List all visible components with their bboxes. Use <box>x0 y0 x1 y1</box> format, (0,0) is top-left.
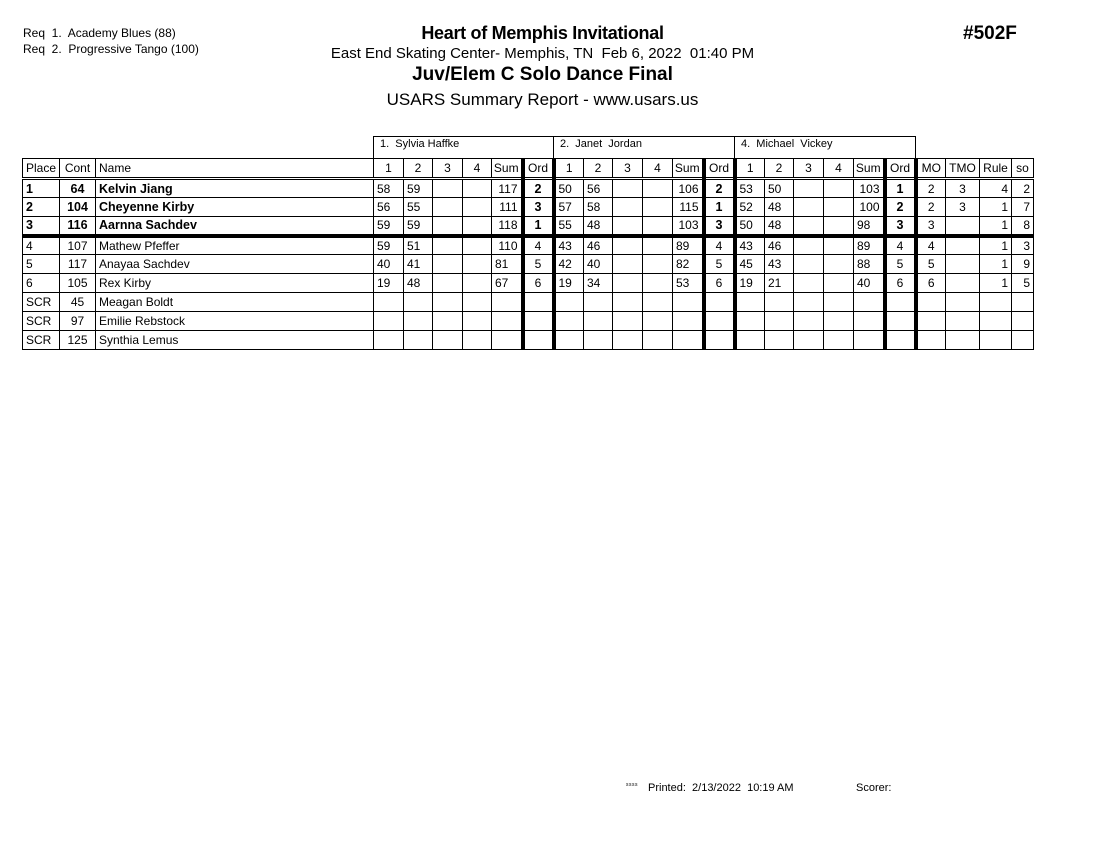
col-place: Place <box>23 159 60 179</box>
judge-1-ord <box>523 293 554 312</box>
requirement-1: Req 1. Academy Blues (88) <box>23 26 176 40</box>
judge-1-score-3 <box>433 274 463 293</box>
judge-1-score-3 <box>433 293 463 312</box>
rule-cell: 4 <box>980 179 1012 198</box>
tmo-cell <box>946 274 980 293</box>
judge-2-ord: 1 <box>704 198 735 217</box>
judge-2-score-2 <box>584 312 613 331</box>
col-j1-sum: Sum <box>492 159 523 179</box>
judge-1-score-2: 51 <box>404 236 433 255</box>
judge-2-sum: 103 <box>673 217 704 236</box>
judge-2-score-1: 19 <box>554 274 584 293</box>
scorer-label: Scorer: <box>856 782 892 794</box>
judge-1-score-2: 41 <box>404 255 433 274</box>
col-name: Name <box>96 159 374 179</box>
col-j3-1: 1 <box>735 159 765 179</box>
judge-2-sum <box>673 293 704 312</box>
print-mark: ssss <box>626 782 638 788</box>
judge-3-score-3 <box>794 236 824 255</box>
judge-1-sum: 111 <box>492 198 523 217</box>
judge-1-ord <box>523 331 554 350</box>
judge-2-score-3 <box>613 236 643 255</box>
col-j1-4: 4 <box>463 159 492 179</box>
judge-1-sum: 118 <box>492 217 523 236</box>
judge-2-score-1: 43 <box>554 236 584 255</box>
judge-1-score-1: 59 <box>374 236 404 255</box>
judge-1-score-2: 55 <box>404 198 433 217</box>
judge-3-ord: 5 <box>885 255 916 274</box>
judge-2-ord: 5 <box>704 255 735 274</box>
judge-2-score-2: 34 <box>584 274 613 293</box>
judge-2-sum: 106 <box>673 179 704 198</box>
col-j1-1: 1 <box>374 159 404 179</box>
judge-1-score-4 <box>463 236 492 255</box>
judge-2-score-1 <box>554 312 584 331</box>
judge-3-score-2: 43 <box>765 255 794 274</box>
col-j2-ord: Ord <box>704 159 735 179</box>
judge-1-score-4 <box>463 217 492 236</box>
judge-3-score-1 <box>735 312 765 331</box>
rule-cell <box>980 312 1012 331</box>
judge-1-score-1: 59 <box>374 217 404 236</box>
cont-cell: 104 <box>60 198 96 217</box>
judge-3-score-2 <box>765 331 794 350</box>
mo-cell <box>916 331 946 350</box>
judge-3-ord: 4 <box>885 236 916 255</box>
rule-cell: 1 <box>980 198 1012 217</box>
name-cell: Cheyenne Kirby <box>96 198 374 217</box>
judge-3-score-2 <box>765 293 794 312</box>
results-table <box>22 158 1034 350</box>
judge-1-score-2: 48 <box>404 274 433 293</box>
judge-1-score-3 <box>433 217 463 236</box>
col-so: so <box>1012 159 1034 179</box>
judge-header-2: 2. Janet Jordan <box>553 136 735 158</box>
judge-3-sum <box>854 331 885 350</box>
judge-2-sum: 82 <box>673 255 704 274</box>
rule-cell: 1 <box>980 255 1012 274</box>
mo-cell <box>916 293 946 312</box>
tmo-cell: 3 <box>946 179 980 198</box>
table-row <box>23 312 1034 331</box>
judge-1-score-2: 59 <box>404 217 433 236</box>
place-cell: 5 <box>23 255 60 274</box>
judge-3-score-2 <box>765 312 794 331</box>
cont-cell: 117 <box>60 255 96 274</box>
judge-1-ord: 3 <box>523 198 554 217</box>
judge-3-score-1: 52 <box>735 198 765 217</box>
name-cell: Mathew Pfeffer <box>96 236 374 255</box>
so-cell <box>1012 293 1034 312</box>
judge-3-score-1 <box>735 331 765 350</box>
name-cell: Emilie Rebstock <box>96 312 374 331</box>
judge-1-score-1: 56 <box>374 198 404 217</box>
judge-3-score-1: 53 <box>735 179 765 198</box>
name-cell: Aarnna Sachdev <box>96 217 374 236</box>
place-cell: 1 <box>23 179 60 198</box>
place-cell: 4 <box>23 236 60 255</box>
cont-cell: 105 <box>60 274 96 293</box>
judge-1-score-1 <box>374 293 404 312</box>
cont-cell: 125 <box>60 331 96 350</box>
judge-2-sum <box>673 331 704 350</box>
judge-2-score-3 <box>613 198 643 217</box>
judge-2-score-4 <box>643 274 673 293</box>
judge-3-sum: 100 <box>854 198 885 217</box>
name-cell: Rex Kirby <box>96 274 374 293</box>
so-cell <box>1012 312 1034 331</box>
judge-1-sum <box>492 331 523 350</box>
judge-2-sum <box>673 312 704 331</box>
table-row <box>23 293 1034 312</box>
judge-2-score-3 <box>613 293 643 312</box>
col-j3-2: 2 <box>765 159 794 179</box>
judge-3-score-4 <box>824 236 854 255</box>
table-row <box>23 217 1034 236</box>
judge-1-sum: 110 <box>492 236 523 255</box>
judge-2-score-1: 55 <box>554 217 584 236</box>
col-cont: Cont <box>60 159 96 179</box>
so-cell: 7 <box>1012 198 1034 217</box>
judge-1-score-3 <box>433 198 463 217</box>
so-cell: 9 <box>1012 255 1034 274</box>
judge-3-sum: 88 <box>854 255 885 274</box>
header-row <box>23 159 1034 179</box>
place-cell: SCR <box>23 331 60 350</box>
mo-cell: 5 <box>916 255 946 274</box>
table-row <box>23 255 1034 274</box>
judge-1-score-2 <box>404 331 433 350</box>
judge-3-score-3 <box>794 293 824 312</box>
col-j1-3: 3 <box>433 159 463 179</box>
judge-1-score-1: 19 <box>374 274 404 293</box>
mo-cell: 2 <box>916 198 946 217</box>
col-j3-ord: Ord <box>885 159 916 179</box>
judge-2-score-2 <box>584 331 613 350</box>
judge-3-ord: 1 <box>885 179 916 198</box>
place-cell: 3 <box>23 217 60 236</box>
judge-3-ord: 3 <box>885 217 916 236</box>
tmo-cell <box>946 312 980 331</box>
col-j3-3: 3 <box>794 159 824 179</box>
col-j2-4: 4 <box>643 159 673 179</box>
tmo-cell <box>946 236 980 255</box>
judge-2-score-4 <box>643 236 673 255</box>
cont-cell: 116 <box>60 217 96 236</box>
rule-cell <box>980 293 1012 312</box>
place-cell: SCR <box>23 312 60 331</box>
col-rule: Rule <box>980 159 1012 179</box>
judge-2-score-1: 57 <box>554 198 584 217</box>
judge-3-sum: 89 <box>854 236 885 255</box>
place-cell: 6 <box>23 274 60 293</box>
judge-1-score-4 <box>463 293 492 312</box>
col-j3-sum: Sum <box>854 159 885 179</box>
so-cell: 3 <box>1012 236 1034 255</box>
judge-3-score-1: 50 <box>735 217 765 236</box>
judge-3-score-3 <box>794 255 824 274</box>
mo-cell: 3 <box>916 217 946 236</box>
judge-3-score-3 <box>794 217 824 236</box>
printed-timestamp: Printed: 2/13/2022 10:19 AM <box>648 782 794 794</box>
name-cell: Kelvin Jiang <box>96 179 374 198</box>
col-tmo: TMO <box>946 159 980 179</box>
table-row <box>23 198 1034 217</box>
judge-3-score-3 <box>794 198 824 217</box>
judge-2-score-3 <box>613 331 643 350</box>
event-name: Heart of Memphis Invitational <box>421 23 664 43</box>
judge-2-score-3 <box>613 217 643 236</box>
judge-3-score-2: 48 <box>765 198 794 217</box>
judge-1-ord: 2 <box>523 179 554 198</box>
event-code: #502F <box>963 23 1017 44</box>
judge-1-sum <box>492 312 523 331</box>
judge-2-score-1: 42 <box>554 255 584 274</box>
judge-2-score-1: 50 <box>554 179 584 198</box>
judge-3-score-4 <box>824 312 854 331</box>
judge-2-ord: 4 <box>704 236 735 255</box>
col-j2-sum: Sum <box>673 159 704 179</box>
judge-1-score-4 <box>463 255 492 274</box>
judge-1-ord: 5 <box>523 255 554 274</box>
table-row <box>23 274 1034 293</box>
requirement-2: Req 2. Progressive Tango (100) <box>23 42 199 56</box>
judge-2-score-3 <box>613 179 643 198</box>
judge-2-sum: 53 <box>673 274 704 293</box>
judge-3-score-1 <box>735 293 765 312</box>
col-j2-1: 1 <box>554 159 584 179</box>
judge-1-ord: 6 <box>523 274 554 293</box>
rule-cell: 1 <box>980 274 1012 293</box>
judge-3-score-1: 45 <box>735 255 765 274</box>
cont-cell: 64 <box>60 179 96 198</box>
so-cell: 5 <box>1012 274 1034 293</box>
judge-3-ord <box>885 331 916 350</box>
so-cell: 8 <box>1012 217 1034 236</box>
tmo-cell <box>946 217 980 236</box>
judge-header-1: 1. Sylvia Haffke <box>373 136 554 158</box>
judge-3-score-3 <box>794 312 824 331</box>
judge-3-score-4 <box>824 255 854 274</box>
cont-cell: 45 <box>60 293 96 312</box>
judge-3-score-3 <box>794 179 824 198</box>
judge-2-ord: 6 <box>704 274 735 293</box>
judge-2-ord <box>704 331 735 350</box>
judge-3-score-2: 50 <box>765 179 794 198</box>
report-title: USARS Summary Report - www.usars.us <box>386 90 699 109</box>
tmo-cell <box>946 331 980 350</box>
judge-2-score-2: 56 <box>584 179 613 198</box>
judge-2-score-2: 48 <box>584 217 613 236</box>
judge-2-sum: 115 <box>673 198 704 217</box>
judge-2-score-4 <box>643 312 673 331</box>
judge-3-sum: 103 <box>854 179 885 198</box>
tmo-cell <box>946 255 980 274</box>
judge-3-score-2: 21 <box>765 274 794 293</box>
judge-1-sum: 67 <box>492 274 523 293</box>
judge-3-ord <box>885 293 916 312</box>
judge-2-score-2: 58 <box>584 198 613 217</box>
judge-1-score-3 <box>433 179 463 198</box>
rule-cell: 1 <box>980 236 1012 255</box>
col-j1-2: 2 <box>404 159 433 179</box>
col-mo: MO <box>916 159 946 179</box>
judge-3-score-4 <box>824 179 854 198</box>
name-cell: Anayaa Sachdev <box>96 255 374 274</box>
place-cell: 2 <box>23 198 60 217</box>
judge-3-score-1: 19 <box>735 274 765 293</box>
judge-3-score-3 <box>794 331 824 350</box>
table-row <box>23 179 1034 198</box>
judge-1-score-1: 58 <box>374 179 404 198</box>
judge-3-sum: 40 <box>854 274 885 293</box>
col-j2-3: 3 <box>613 159 643 179</box>
judge-header-3: 4. Michael Vickey <box>734 136 916 158</box>
judge-3-score-1: 43 <box>735 236 765 255</box>
judge-1-ord: 1 <box>523 217 554 236</box>
judge-2-score-3 <box>613 255 643 274</box>
judge-3-score-4 <box>824 274 854 293</box>
so-cell <box>1012 331 1034 350</box>
judge-2-score-4 <box>643 293 673 312</box>
judge-2-score-3 <box>613 274 643 293</box>
judge-2-score-4 <box>643 331 673 350</box>
name-cell: Synthia Lemus <box>96 331 374 350</box>
judge-3-score-2: 46 <box>765 236 794 255</box>
judge-1-score-4 <box>463 312 492 331</box>
judge-1-score-4 <box>463 179 492 198</box>
name-cell: Meagan Boldt <box>96 293 374 312</box>
judge-3-ord: 2 <box>885 198 916 217</box>
judge-2-ord: 2 <box>704 179 735 198</box>
judge-2-score-2: 46 <box>584 236 613 255</box>
judge-2-score-4 <box>643 217 673 236</box>
judge-1-score-3 <box>433 312 463 331</box>
rule-cell <box>980 331 1012 350</box>
judge-2-score-3 <box>613 312 643 331</box>
judge-1-score-1 <box>374 331 404 350</box>
judge-3-sum: 98 <box>854 217 885 236</box>
mo-cell: 4 <box>916 236 946 255</box>
judge-2-ord <box>704 293 735 312</box>
tmo-cell: 3 <box>946 198 980 217</box>
judge-3-score-2: 48 <box>765 217 794 236</box>
table-row <box>23 236 1034 255</box>
place-cell: SCR <box>23 293 60 312</box>
col-j3-4: 4 <box>824 159 854 179</box>
judge-1-ord: 4 <box>523 236 554 255</box>
judge-2-ord <box>704 312 735 331</box>
judge-3-score-4 <box>824 331 854 350</box>
judge-2-score-1 <box>554 331 584 350</box>
judge-1-score-2 <box>404 312 433 331</box>
judge-3-ord <box>885 312 916 331</box>
mo-cell: 6 <box>916 274 946 293</box>
judge-2-score-2: 40 <box>584 255 613 274</box>
judge-2-score-4 <box>643 255 673 274</box>
judge-3-score-3 <box>794 274 824 293</box>
judge-1-sum: 81 <box>492 255 523 274</box>
col-j2-2: 2 <box>584 159 613 179</box>
col-j1-ord: Ord <box>523 159 554 179</box>
judge-1-score-4 <box>463 198 492 217</box>
judge-1-score-4 <box>463 331 492 350</box>
so-cell: 2 <box>1012 179 1034 198</box>
judge-1-score-3 <box>433 331 463 350</box>
judge-1-sum: 117 <box>492 179 523 198</box>
judge-2-sum: 89 <box>673 236 704 255</box>
venue-line: East End Skating Center- Memphis, TN Feb 6, 2022 01:40 PM <box>330 45 755 62</box>
judge-3-sum <box>854 312 885 331</box>
judge-1-score-1 <box>374 312 404 331</box>
judge-1-score-3 <box>433 255 463 274</box>
cont-cell: 97 <box>60 312 96 331</box>
judge-1-score-3 <box>433 236 463 255</box>
judge-1-score-4 <box>463 274 492 293</box>
judge-2-score-4 <box>643 179 673 198</box>
judge-1-score-2 <box>404 293 433 312</box>
rule-cell: 1 <box>980 217 1012 236</box>
judge-1-sum <box>492 293 523 312</box>
judge-2-ord: 3 <box>704 217 735 236</box>
judge-1-score-1: 40 <box>374 255 404 274</box>
table-row <box>23 331 1034 350</box>
mo-cell: 2 <box>916 179 946 198</box>
judge-1-score-2: 59 <box>404 179 433 198</box>
judge-2-score-1 <box>554 293 584 312</box>
judge-3-score-4 <box>824 293 854 312</box>
judge-1-ord <box>523 312 554 331</box>
judge-2-score-2 <box>584 293 613 312</box>
judge-3-sum <box>854 293 885 312</box>
judge-2-score-4 <box>643 198 673 217</box>
event-title: Juv/Elem C Solo Dance Final <box>412 64 673 85</box>
tmo-cell <box>946 293 980 312</box>
judge-3-ord: 6 <box>885 274 916 293</box>
cont-cell: 107 <box>60 236 96 255</box>
judge-3-score-4 <box>824 198 854 217</box>
mo-cell <box>916 312 946 331</box>
judge-3-score-4 <box>824 217 854 236</box>
